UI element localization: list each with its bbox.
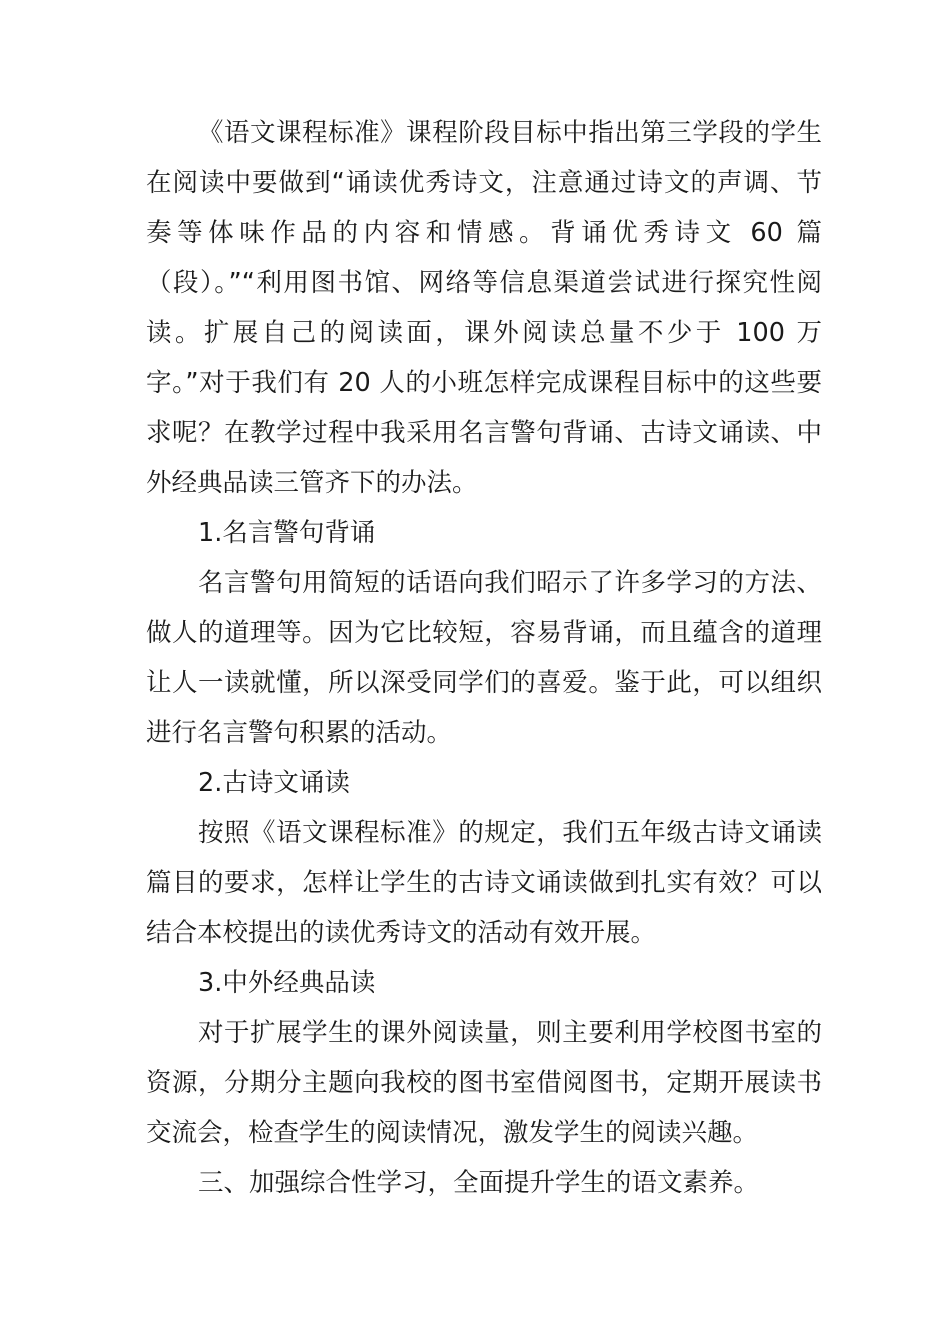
section-heading-quotes: 1.名言警句背诵 — [198, 518, 376, 548]
section-heading-ancient-poetry: 2.古诗文诵读 — [198, 768, 350, 798]
paragraph-classics: 对于扩展学生的课外阅读量，则主要利用学校图书室的资源，分期分主题向我校的图书室借阅图书，定期开展读书交流会，检查学生的阅读情况，激发学生的阅读兴趣。 — [146, 1018, 822, 1148]
section-heading-integrated-learning: 三、加强综合性学习，全面提升学生的语文素养。 — [198, 1168, 760, 1198]
paragraph-curriculum-goals: 《语文课程标准》课程阶段目标中指出第三学段的学生在阅读中要做到“诵读优秀诗文，注意通过诗文的声调、节奏等体味作品的内容和情感。背诵优秀诗文 60 篇（段）。”“利用图书馆、网络等信息渠道尝试进行探究性阅读。扩展自己的阅读面，课外阅读总量不少于 100 万字。”对于我们有 20 人的小班怎样完成课程目标中的这些要求呢？在教学过程中我采用名言警句背诵、古诗文诵读、中外经典品读三管齐下的办法。 — [146, 118, 822, 498]
paragraph-quotes: 名言警句用简短的话语向我们昭示了许多学习的方法、做人的道理等。因为它比较短，容易背诵，而且蕴含的道理让人一读就懂，所以深受同学们的喜爱。鉴于此，可以组织进行名言警句积累的活动。 — [146, 568, 822, 748]
paragraph-ancient-poetry: 按照《语文课程标准》的规定，我们五年级古诗文诵读篇目的要求，怎样让学生的古诗文诵读做到扎实有效？可以结合本校提出的读优秀诗文的活动有效开展。 — [146, 818, 822, 948]
document-body — [146, 108, 822, 1208]
section-heading-classics: 3.中外经典品读 — [198, 968, 376, 998]
